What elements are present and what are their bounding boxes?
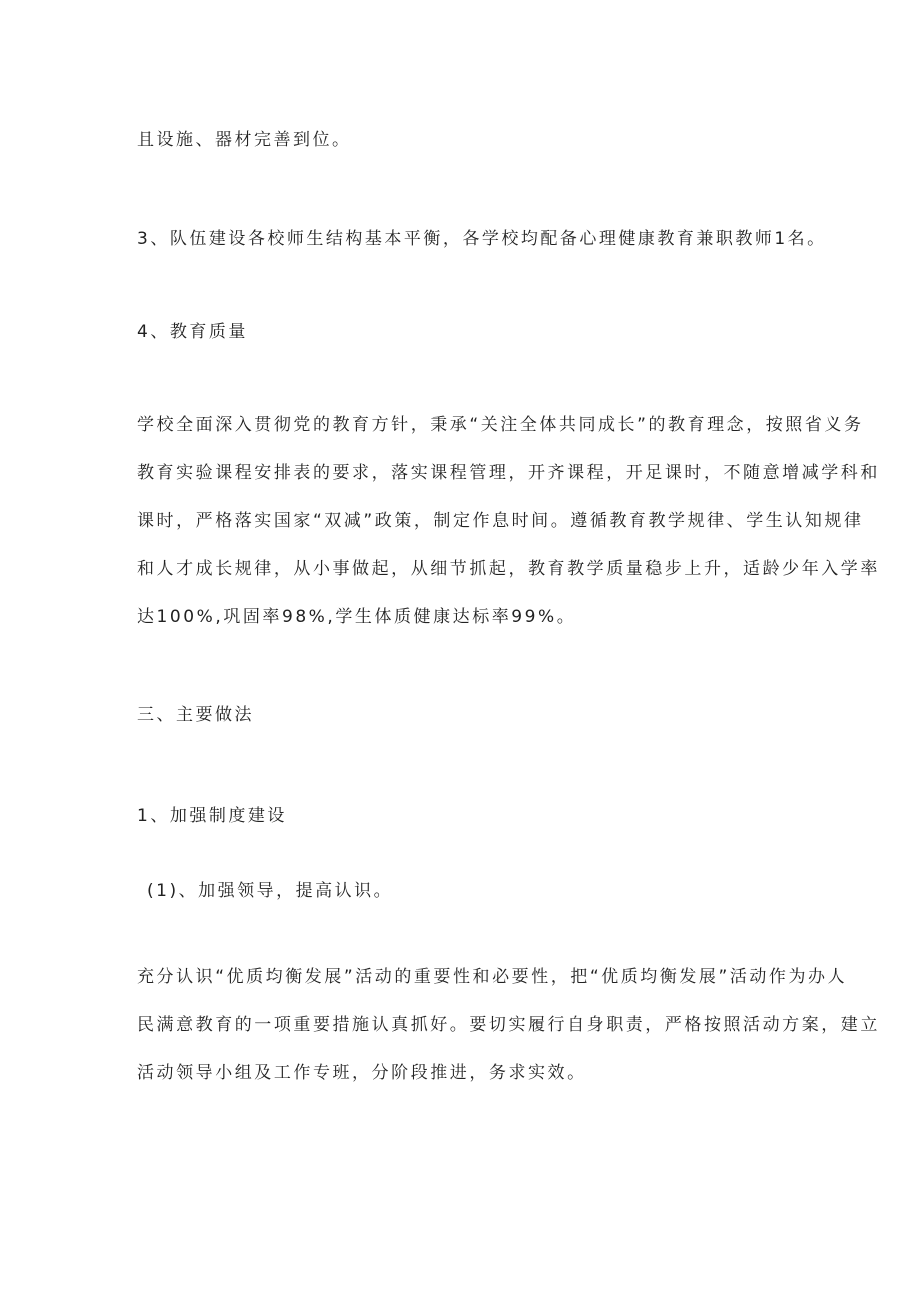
paragraph-line: 教育实验课程安排表的要求，落实课程管理，开齐课程，开足课时，不随意增减学科和	[137, 463, 880, 483]
quality-paragraph	[137, 401, 880, 641]
paragraph-line: 民满意教育的一项重要措施认真抓好。要切实履行自身职责，严格按照活动方案，建立	[137, 1015, 880, 1035]
paragraph-line: 充分认识“优质均衡发展”活动的重要性和必要性，把“优质均衡发展”活动作为办人	[137, 967, 848, 987]
sub-1-heading: 1、加强制度建设	[137, 806, 287, 826]
paragraph-line: 和人才成长规律，从小事做起，从细节抓起，教育教学质量稳步上升，适龄少年入学率	[137, 559, 880, 579]
sub-1-1-heading: (1)、加强领导，提高认识。	[147, 881, 394, 901]
paragraph-line: 学校全面深入贯彻党的教育方针，秉承“关注全体共同成长”的教育理念，按照省义务	[137, 415, 864, 435]
section-3-heading: 三、主要做法	[137, 705, 254, 725]
item-3-team-building: 3、队伍建设各校师生结构基本平衡，各学校均配备心理健康教育兼职教师1名。	[137, 229, 827, 249]
paragraph-line: 课时，严格落实国家“双减”政策，制定作息时间。遵循教育教学规律、学生认知规律	[137, 511, 864, 531]
item-4-heading: 4、教育质量	[137, 322, 248, 342]
awareness-paragraph	[137, 953, 880, 1097]
paragraph-line: 活动领导小组及工作专班，分阶段推进，务求实效。	[137, 1063, 587, 1083]
paragraph-line: 达100%,巩固率98%,学生体质健康达标率99%。	[137, 607, 577, 627]
text-line-facilities: 且设施、器材完善到位。	[137, 130, 352, 150]
